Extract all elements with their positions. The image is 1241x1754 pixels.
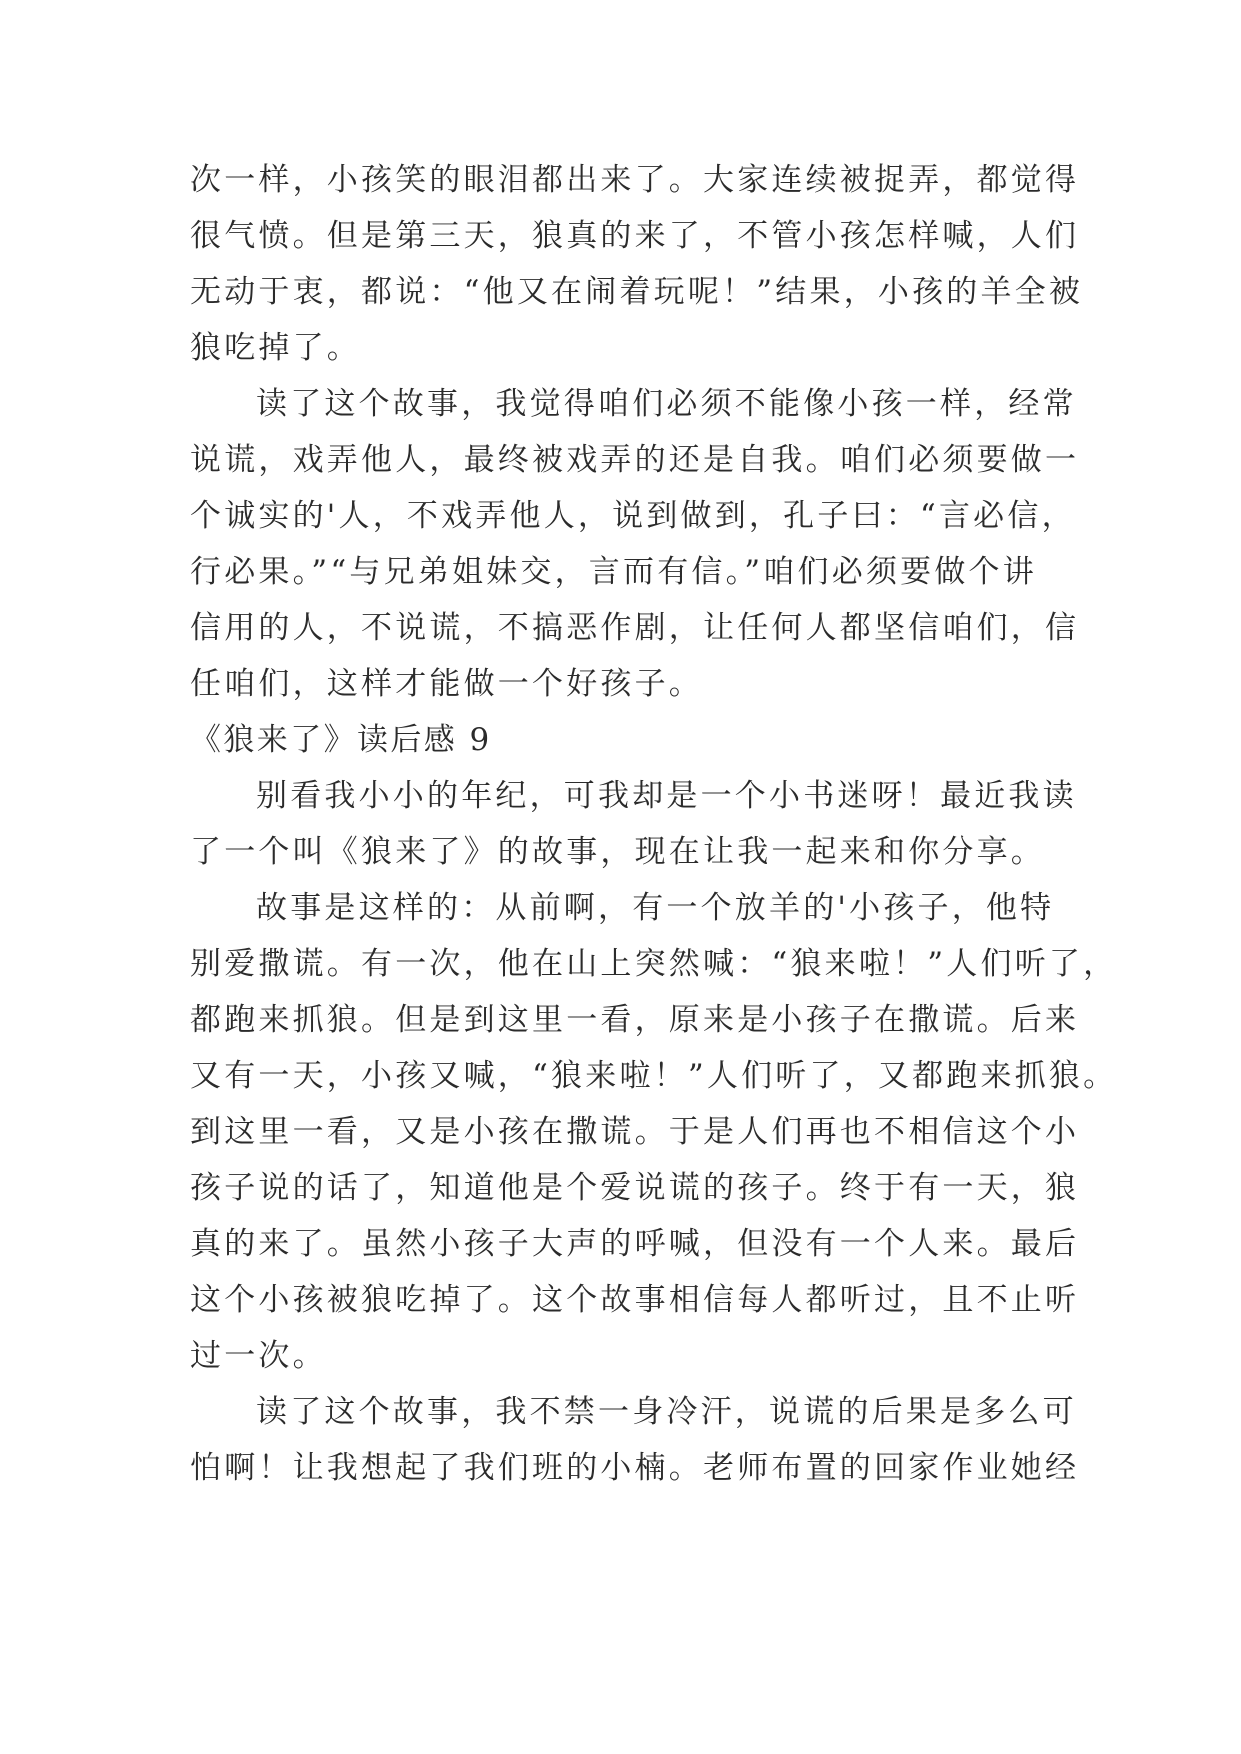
text-line: 行必果。”“与兄弟姐妹交，言而有信。”咱们必须要做个讲 xyxy=(190,554,1037,590)
text-line: 很气愤。但是第三天，狼真的来了，不管小孩怎样喊，人们 xyxy=(190,218,1080,254)
text-line: 这个小孩被狼吃掉了。这个故事相信每人都听过，且不止听 xyxy=(190,1282,1080,1318)
paragraph-first-line: 别看我小小的年纪，可我却是一个小书迷呀！最近我读 xyxy=(256,778,1077,814)
section-heading: 《狼来了》读后感 9 xyxy=(190,722,492,758)
paragraph-first-line: 读了这个故事，我觉得咱们必须不能像小孩一样，经常 xyxy=(256,386,1077,422)
text-line: 说谎，戏弄他人，最终被戏弄的还是自我。咱们必须要做一 xyxy=(190,442,1080,478)
text-line: 任咱们，这样才能做一个好孩子。 xyxy=(190,666,703,702)
paragraph-first-line: 读了这个故事，我不禁一身冷汗，说谎的后果是多么可 xyxy=(256,1394,1077,1430)
paragraph-first-line: 故事是这样的：从前啊，有一个放羊的'小孩子，他特 xyxy=(256,890,1055,926)
text-line: 孩子说的话了，知道他是个爱说谎的孩子。终于有一天，狼 xyxy=(190,1170,1080,1206)
text-line: 了一个叫《狼来了》的故事，现在让我一起来和你分享。 xyxy=(190,834,1045,870)
text-line: 信用的人，不说谎，不搞恶作剧，让任何人都坚信咱们，信 xyxy=(190,610,1080,646)
text-line: 个诚实的'人，不戏弄他人，说到做到，孔子曰：“言必信， xyxy=(190,498,1076,534)
text-line: 真的来了。虽然小孩子大声的呼喊，但没有一个人来。最后 xyxy=(190,1226,1080,1262)
text-line: 别爱撒谎。有一次，他在山上突然喊：“狼来啦！”人们听了， xyxy=(190,946,1118,982)
text-line: 过一次。 xyxy=(190,1338,327,1374)
text-line: 狼吃掉了。 xyxy=(190,330,361,366)
text-line: 到这里一看，又是小孩在撒谎。于是人们再也不相信这个小 xyxy=(190,1114,1080,1150)
text-line: 怕啊！让我想起了我们班的小楠。老师布置的回家作业她经 xyxy=(190,1450,1080,1486)
text-line: 次一样，小孩笑的眼泪都出来了。大家连续被捉弄，都觉得 xyxy=(190,162,1080,198)
text-line: 又有一天，小孩又喊，“狼来啦！”人们听了，又都跑来抓狼。 xyxy=(190,1058,1118,1094)
text-line: 都跑来抓狼。但是到这里一看，原来是小孩子在撒谎。后来 xyxy=(190,1002,1080,1038)
document-body xyxy=(190,152,1118,1496)
text-line: 无动于衷，都说：“他又在闹着玩呢！”结果，小孩的羊全被 xyxy=(190,274,1084,310)
